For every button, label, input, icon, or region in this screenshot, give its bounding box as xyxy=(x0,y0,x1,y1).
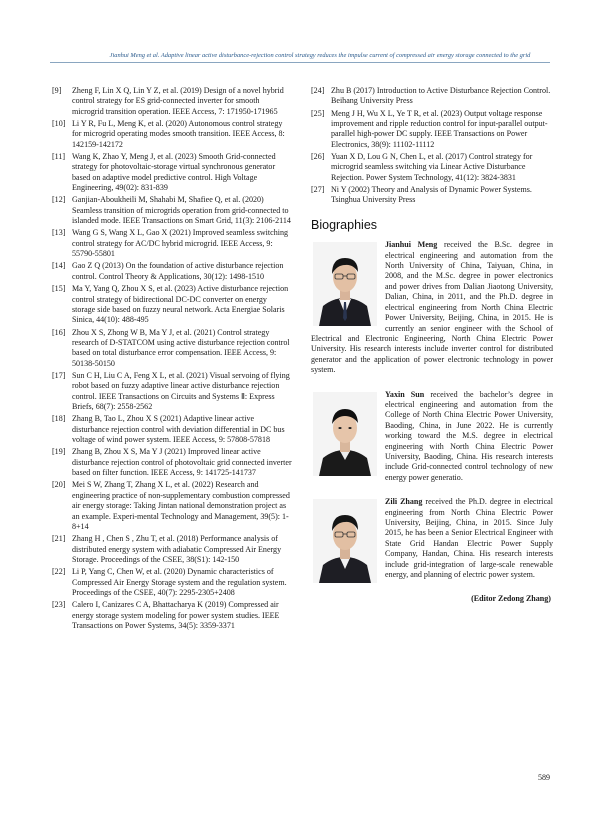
author-name: Jianhui Meng xyxy=(385,240,438,250)
biography-sun xyxy=(311,390,553,484)
reference-item xyxy=(52,152,292,194)
reference-number: [26] xyxy=(311,152,325,162)
author-name: Yaxin Sun xyxy=(385,389,425,399)
reference-text: Wang G S, Wang X L, Gao X (2021) Improved seamless switching control strategy for AC/DC hybrid microgrid. IEEE Access, 9: 55790-55801 xyxy=(72,228,289,259)
reference-number: [16] xyxy=(52,327,66,337)
reference-number: [25] xyxy=(311,108,325,118)
biography-zhang xyxy=(311,497,553,580)
header-rule xyxy=(50,62,550,63)
reference-text: Yuan X D, Lou G N, Chen L, et al. (2017) Control strategy for microgrid seamless switching via Linear Active Disturbance Rejection. Power System Technology, 41(12): 3824-3831 xyxy=(331,152,533,182)
reference-number: [12] xyxy=(52,195,66,205)
biography-meng xyxy=(311,240,553,375)
biography-text: received the bachelor’s degree in electrical engineering and automation from the College of North China Electric Power University, Baoding, China, in June 2022. He is currently working toward the M.S. degree in electrical engineering with North China Electric Power University, Baoding, China. His research interests include Grid-connected control technology of new energy power generatio. xyxy=(385,389,553,482)
reference-text: Zhu B (2017) Introduction to Active Disturbance Rejection Control. Beihang University Press xyxy=(331,86,551,106)
reference-text: Li Y R, Fu L, Meng K, et al. (2020) Autonomous control strategy for microgrid operating modes smooth transition. IEEE Access, 8: 142159-142172 xyxy=(72,119,285,149)
reference-number: [15] xyxy=(52,284,66,294)
reference-item xyxy=(311,86,553,107)
reference-number: [14] xyxy=(52,261,66,271)
references-left-column xyxy=(52,86,292,633)
right-column xyxy=(311,86,553,605)
editor-note: (Editor Zedong Zhang) xyxy=(471,594,551,604)
reference-number: [22] xyxy=(52,567,66,577)
reference-number: [9] xyxy=(52,86,62,95)
reference-item xyxy=(52,371,292,413)
reference-number: [24] xyxy=(311,86,325,95)
page-number: 589 xyxy=(538,773,550,782)
reference-text: Zhang H , Chen S , Zhu T, et al. (2018) Performance analysis of distributed energy system with adiabatic Compressed Air Energy Storage. Proceedings of the CSEE, 38(S1): 142-150 xyxy=(72,534,282,565)
biographies-heading: Biographies xyxy=(311,217,378,232)
reference-item xyxy=(311,185,553,206)
reference-number: [18] xyxy=(52,414,66,424)
reference-number: [13] xyxy=(52,228,66,238)
reference-item xyxy=(52,534,292,565)
reference-item xyxy=(52,600,292,631)
reference-text: Sun C H, Liu C A, Feng X L, et al. (2021) Visual servoing of flying robot based on fuzzy adaptive linear active disturbance rejection control. IEEE Transactions on Circuits and Systems Ⅱ: Express Briefs, 68(7): 2558-2562 xyxy=(72,370,290,412)
reference-text: Zheng F, Lin X Q, Lin Y Z, et al. (2019) Design of a novel hybrid control strategy for ES grid-connected inverter for smooth microgrid transition operation. IEEE Access, 7: 171950-171965 xyxy=(72,86,284,116)
author-photo xyxy=(313,392,377,476)
reference-number: [23] xyxy=(52,600,66,610)
running-head: Jianhui Meng et al. Adaptive linear active disturbance-rejection control strategy reduces the impulse current of compressed air energy storage connected to the grid xyxy=(109,52,531,59)
reference-text: Ganjian-Aboukheili M, Shahabi M, Shafiee Q, et al. (2020) Seamless transition of microgrids operation from grid-connected to islanded mode. IEEE Transactions on Smart Grid, 11(3): 2106-2114 xyxy=(72,195,291,226)
reference-number: [17] xyxy=(52,370,66,380)
biography-text: received the B.Sc. degree in electrical engineering and automation from the North University of China, Taiyuan, China, in 2008, and the M.Sc. degree in power electronics and power drives from Dalian Jiaotong University, Dalian, China, in 2011, and the Ph.D. degree in electrical engineering from North China Electric Power University, Beijing, China, in 2015. He is currently an senior engineer with the School of Electrical and Electronic Engineering, North China Electric Power University. His research interests include inverter control for distributed generator and the application of power electronic technology in power system. xyxy=(311,240,553,375)
reference-item xyxy=(52,119,292,150)
reference-text: Li P, Yang C, Chen W, et al. (2020) Dynamic characteristics of Compressed Air Energy Storage system and the regulation system. Proceedings of the CSEE, 40(7): 2295-2305+2408 xyxy=(72,567,287,598)
reference-item xyxy=(311,109,553,151)
reference-item xyxy=(311,152,553,183)
reference-text: Mei S W, Zhang T, Zhang X L, et al. (2022) Research and engineering practice of non-supplementary combustion compressed air energy storage: Taking Jintan national demonstration project as an example. Experi-mental Technology and Management, 39(5): 1-8+14 xyxy=(72,480,290,532)
author-name: Zili Zhang xyxy=(385,497,423,507)
reference-item xyxy=(52,328,292,370)
reference-item xyxy=(52,228,292,259)
author-photo xyxy=(313,242,377,326)
reference-text: Calero I, Canizares C A, Bhattacharya K (2019) Compressed air energy storage system modeling for power system studies. IEEE Transactions on Power Systems, 34(5): 3359-3371 xyxy=(72,600,280,631)
reference-number: [19] xyxy=(52,447,66,457)
reference-text: Ni Y (2002) Theory and Analysis of Dynamic Power Systems. Tsinghua University Press xyxy=(331,185,532,205)
reference-item xyxy=(52,567,292,598)
reference-item xyxy=(52,195,292,226)
reference-item xyxy=(52,261,292,282)
reference-item xyxy=(52,414,292,445)
reference-number: [11] xyxy=(52,152,66,162)
reference-number: [21] xyxy=(52,534,66,544)
reference-text: Zhang B, Zhou X S, Ma Y J (2021) Improved linear active disturbance rejection control of photovoltaic grid connected inverter based on filter function. IEEE Access, 9: 141725-141737 xyxy=(72,447,292,478)
reference-number: [20] xyxy=(52,480,66,490)
reference-item xyxy=(52,447,292,478)
reference-text: Zhou X S, Zhong W B, Ma Y J, et al. (2021) Control strategy research of D-STATCOM using active disturbance rejection control based on total disturbance error compensation. IEEE Access, 9: 50138-50150 xyxy=(72,327,290,368)
reference-number: [10] xyxy=(52,119,66,129)
reference-text: Gao Z Q (2013) On the foundation of active disturbance rejection control. Control Theory & Applications, 30(12): 1498-1510 xyxy=(72,261,284,281)
reference-text: Ma Y, Yang Q, Zhou X S, et al. (2023) Active disturbance rejection control strategy of bidirectional DC-DC converter on energy storage side based on fuzzy neural network. Acta Energiae Solaris Sinica, 44(10): 488-495 xyxy=(72,284,289,325)
reference-item xyxy=(52,86,292,117)
reference-item xyxy=(52,480,292,532)
reference-number: [27] xyxy=(311,185,325,195)
reference-item xyxy=(52,284,292,326)
reference-text: Wang K, Zhao Y, Meng J, et al. (2023) Smooth Grid-connected strategy for photovoltaic-storage virtual synchronous generator based on adaptive model predictive control. High Voltage Engineering, 49(02): 831-839 xyxy=(72,152,276,193)
author-photo xyxy=(313,499,377,583)
biography-text: received the Ph.D. degree in electrical engineering from North China Electric Power University, Beijing, China, in 2015. Since July 2015, he has been a Senior Electrical Engineer with State Grid Handan Electric Power Supply Company, Handan, China. His research interests include grid-integration of large-scale renewable energy, and planning of electric power system. xyxy=(385,497,553,580)
reference-text: Meng J H, Wu X L, Ye T R, et al. (2023) Output voltage response improvement and ripple reduction control for input-parallel output-parallel high-power DC supply. IEEE Transactions on Power Electronics, 38(9): 11102-11112 xyxy=(331,108,548,149)
reference-text: Zhang B, Tao L, Zhou X S (2021) Adaptive linear active disturbance rejection control with deviation differential in DC bus voltage of wind power system. IEEE Access, 9: 57808-57818 xyxy=(72,414,285,445)
